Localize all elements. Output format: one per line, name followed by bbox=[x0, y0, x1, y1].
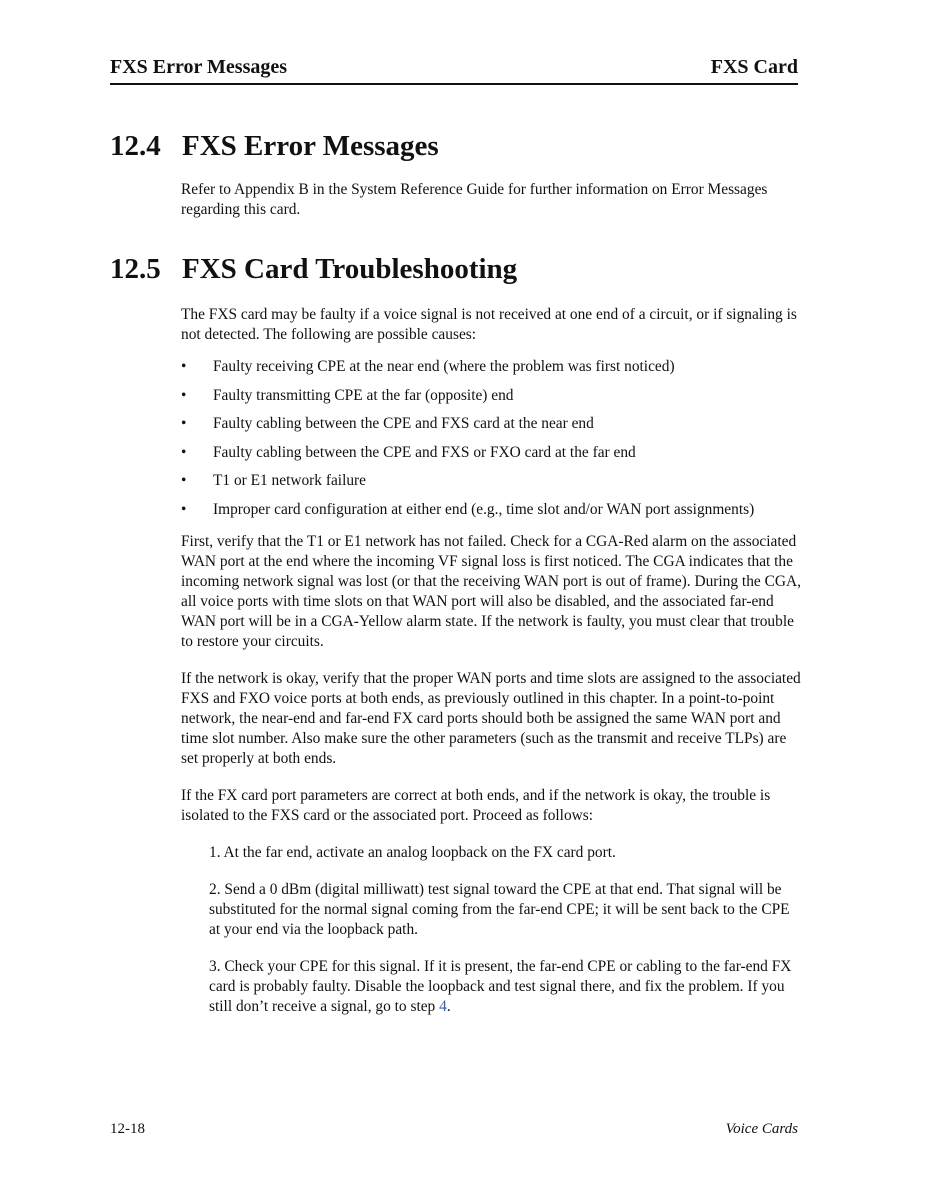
list-item-text: Faulty cabling between the CPE and FXS card at the near end bbox=[213, 415, 594, 432]
bullet-icon: • bbox=[181, 386, 187, 404]
list-item-text: Faulty receiving CPE at the near end (where the problem was first noticed) bbox=[213, 358, 675, 375]
section-heading-12-4 bbox=[110, 130, 439, 163]
list-item bbox=[181, 443, 801, 463]
step-4-link[interactable]: 4 bbox=[439, 997, 447, 1015]
paragraph-port-check: If the network is okay, verify that the proper WAN ports and time slots are assigned to the associated FXS and FXO voice ports at both ends, as previously outlined in this chapter. In a point-to-point network, the near-end and far-end FX card ports should both be assigned the same WAN port and time slot number. Also make sure the other parameters (such as the transmit and receive TLPs) are set properly at both ends. bbox=[181, 669, 801, 767]
list-item bbox=[181, 414, 801, 434]
list-item bbox=[181, 500, 801, 520]
section-number: 12.4 bbox=[110, 130, 161, 162]
bullet-icon: • bbox=[181, 443, 187, 461]
chapter-name: Voice Cards bbox=[725, 1121, 798, 1137]
page-number: 12-18 bbox=[110, 1121, 145, 1137]
paragraph: Refer to Appendix B in the System Reference Guide for further information on Error Messages regarding this card. bbox=[181, 181, 768, 218]
causes-list bbox=[181, 357, 801, 520]
section-title-text: FXS Error Messages bbox=[182, 130, 439, 162]
list-item-text: Faulty transmitting CPE at the far (opposite) end bbox=[213, 386, 514, 404]
intro-paragraph: The FXS card may be faulty if a voice signal is not received at one end of a circuit, or if signaling is not detected. The following are possible causes: bbox=[181, 306, 797, 343]
step-3 bbox=[209, 957, 801, 1017]
paragraph-network-check: First, verify that the T1 or E1 network has not failed. Check for a CGA-Red alarm on the associated WAN port at the end where the incoming VF signal loss is first noticed. The CGA indicates that the incoming network signal was lost (or that the receiving WAN port is out of frame). During the CGA, all voice ports with time slots on that WAN port will also be disabled, and the associated far-end WAN port will be in a CGA-Yellow alarm state. If the network is faulty, you must clear that trouble to restore your circuits. bbox=[181, 532, 801, 650]
list-item bbox=[181, 357, 801, 377]
section-number: 12.5 bbox=[110, 253, 161, 285]
step-1: 1. At the far end, activate an analog loopback on the FX card port. bbox=[209, 843, 616, 861]
list-item bbox=[181, 386, 801, 406]
section-12-5-body bbox=[181, 305, 801, 1034]
step-3-end: . bbox=[446, 997, 451, 1015]
bullet-icon: • bbox=[181, 500, 187, 518]
section-title-text: FXS Card Troubleshooting bbox=[182, 253, 518, 285]
list-item-text: T1 or E1 network failure bbox=[213, 472, 366, 489]
header-right: FXS Card bbox=[710, 56, 798, 78]
procedure-steps bbox=[209, 843, 801, 1017]
list-item bbox=[181, 471, 801, 491]
list-item-text: Faulty cabling between the CPE and FXS or FXO card at the far end bbox=[213, 443, 636, 461]
section-heading-12-5 bbox=[110, 253, 517, 286]
step-2: 2. Send a 0 dBm (digital milliwatt) test signal toward the CPE at that end. That signal will be substituted for the normal signal coming from the far-end CPE; it will be sent back to the CPE at your end via the loopback path. bbox=[209, 880, 790, 938]
list-item-text: Improper card configuration at either end (e.g., time slot and/or WAN port assignments) bbox=[213, 500, 755, 518]
bullet-icon: • bbox=[181, 358, 187, 375]
paragraph-isolation: If the FX card port parameters are correct at both ends, and if the network is okay, the trouble is isolated to the FXS card or the associated port. Proceed as follows: bbox=[181, 786, 771, 824]
running-footer bbox=[110, 1121, 798, 1138]
step-3-text: 3. Check your CPE for this signal. If it is present, the far-end CPE or cabling to the far-end FX card is probably faulty. Disable the loopback and test signal there, and fix the problem. If you still don’t receive a signal, go to step bbox=[209, 957, 792, 1015]
bullet-icon: • bbox=[181, 472, 187, 489]
section-12-4-body bbox=[181, 180, 801, 220]
bullet-icon: • bbox=[181, 415, 187, 432]
running-header bbox=[110, 56, 798, 85]
header-left: FXS Error Messages bbox=[110, 56, 288, 78]
